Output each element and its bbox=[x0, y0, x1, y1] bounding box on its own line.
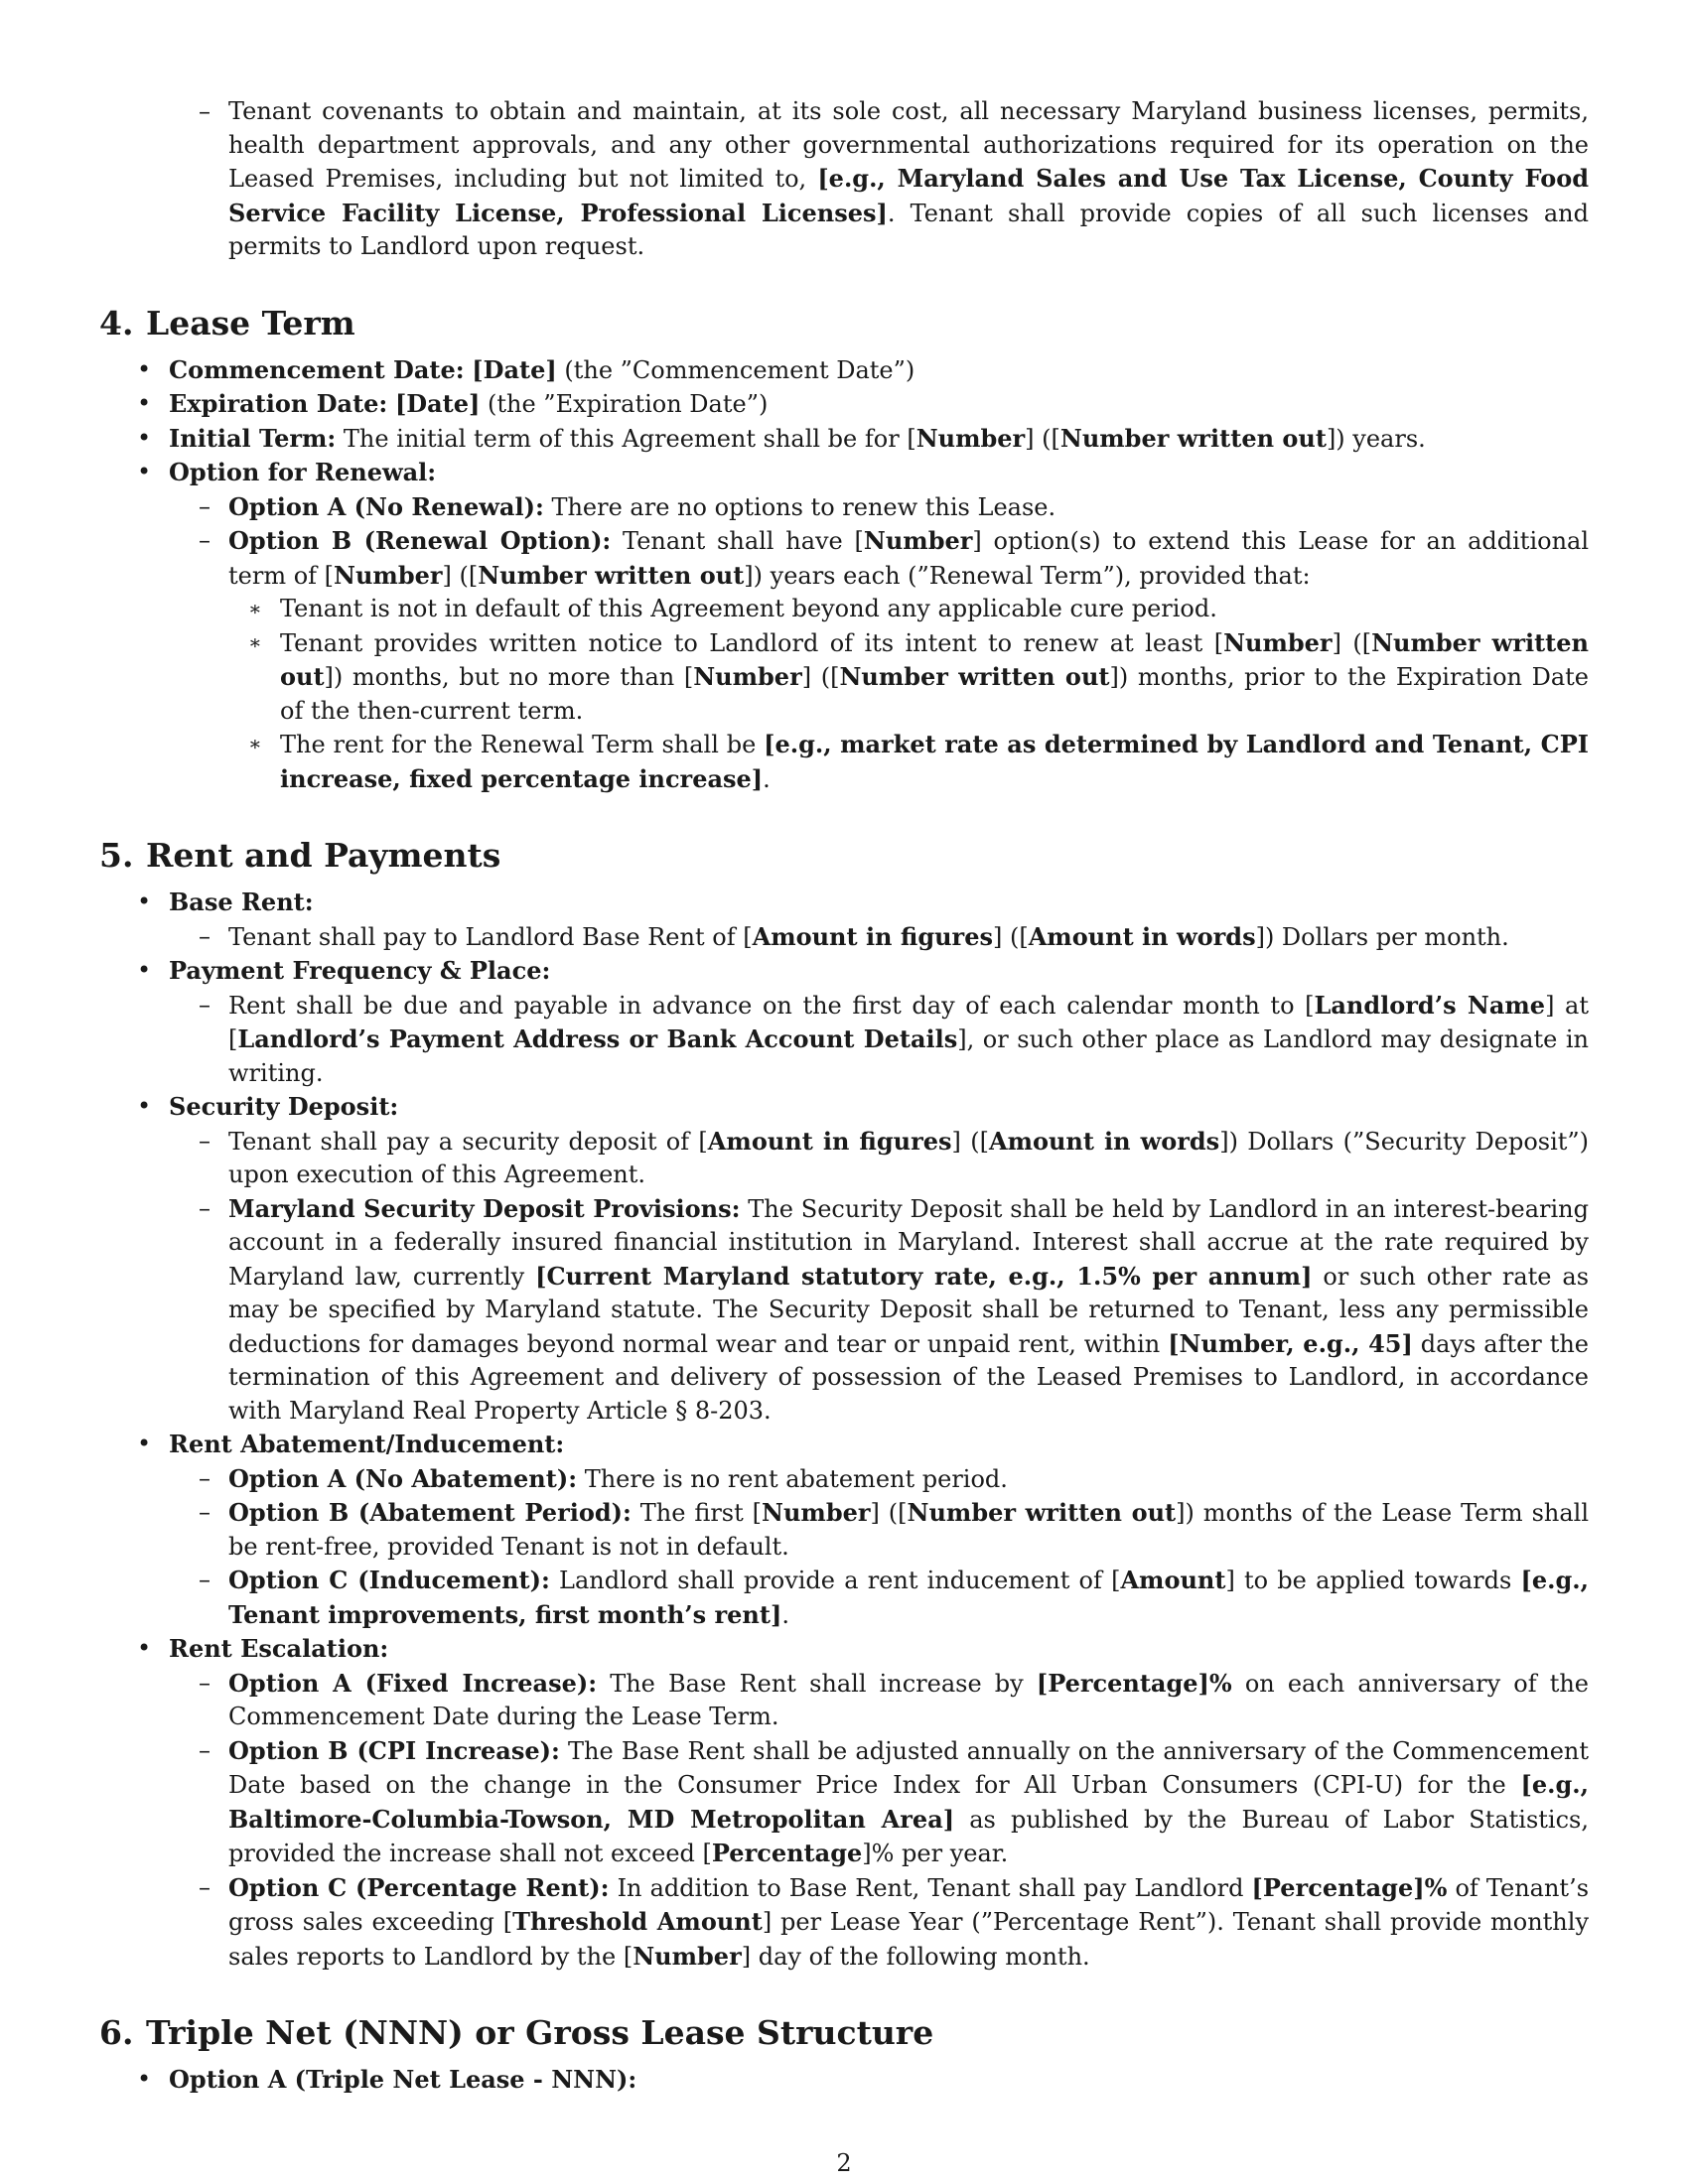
renewal-condition-notice: ∗ Tenant provides written notice to Landlord of its intent to renew at least [Number] ([Number written out]) months, but no more than [Number] ([Number written out]) months, prior to the Expiration Date of the then-current term. bbox=[248, 627, 1590, 725]
deposit-amount: – Tenant shall pay a security deposit of [Amount in figures] ([Amount in words]) Dollars (”Security Deposit”) upon execution of this Agreement. bbox=[199, 1126, 1590, 1188]
section-heading-lease-term: 4. Lease Term bbox=[99, 303, 355, 342]
deposit-maryland-provisions: – Maryland Security Deposit Provisions: The Security Deposit shall be held by Landlord in an interest-bearing account in a federally insured financial institution in Maryland. Interest shall accrue at the rate required by Maryland law, currently [Current Maryland statutory rate, e.g., 1.5% per annum] or such other rate as may be specified by Maryland statute. The Security Deposit shall be returned to Tenant, less any permissible deductions for damages beyond normal wear and tear or unpaid rent, within [Number, e.g., 45] days after the termination of this Agreement and delivery of possession of the Leased Premises to Landlord, in accordance with Maryland Real Property Article § 8-203. bbox=[199, 1193, 1590, 1425]
document-content bbox=[99, 95, 1589, 2098]
escalation-option-c: – Option C (Percentage Rent): In addition to Base Rent, Tenant shall pay Landlord [Percentage]% of Tenant’s gross sales exceeding [Threshold Amount] per Lease Year (”Percentage Rent”). Tenant shall provide monthly sales reports to Landlord by the [Number] day of the following month. bbox=[199, 1872, 1590, 1971]
page-number: 2 bbox=[836, 2149, 852, 2177]
page-title: Lease Term bbox=[146, 303, 355, 342]
abatement-option-a: – Option A (No Abatement): There is no rent abatement period. bbox=[99, 1462, 1589, 1497]
licenses-item: – Tenant covenants to obtain and maintain, at its sole cost, all necessary Maryland business licenses, permits, health department approvals, and any other governmental authorizations required for its operation on the Leased Premises, including but not limited to, [e.g., Maryland Sales and Use Tax License, County Food Service Facility License, Professional Licenses]. Tenant shall provide copies of all such licenses and permits to Landlord upon request. bbox=[199, 97, 1590, 260]
bullet-marker: • bbox=[137, 956, 152, 984]
renewal-condition-rent: ∗ The rent for the Renewal Term shall be [e.g., market rate as determined by Landlord and Tenant, CPI increase, fixed percentage increase]. bbox=[248, 730, 1590, 793]
renewal-condition-default: ∗ Tenant is not in default of this Agreement beyond any applicable cure period. bbox=[99, 593, 1589, 626]
bullet-marker: • bbox=[137, 1430, 152, 1457]
bullet-marker: • bbox=[137, 354, 152, 383]
escalation-option-b: – Option B (CPI Increase): The Base Rent shall be adjusted annually on the anniversary of the Commencement Date based on the change in the Consumer Price Index for All Urban Consumers (CPI-U) for the [e.g., Baltimore-Columbia-Towson, MD Metropolitan Area] as published by the Bureau of Labor Statistics, provided the increase shall not exceed [Percentage]% per year. bbox=[199, 1735, 1590, 1867]
lease-structure-list bbox=[99, 2063, 1589, 2098]
list-item-nnn: • Option A (Triple Net Lease - NNN): bbox=[99, 2063, 1589, 2098]
bullet-marker: • bbox=[137, 423, 152, 452]
list-item-payment: • Payment Frequency & Place: bbox=[99, 954, 1589, 989]
bullet-marker: • bbox=[137, 1092, 152, 1120]
list-item-renewal: • Option for Renewal: bbox=[99, 456, 1589, 490]
dash-marker: – bbox=[199, 921, 211, 950]
dash-marker: – bbox=[199, 1193, 211, 1222]
section-heading-rent: 5. Rent and Payments bbox=[99, 836, 501, 875]
star-marker: ∗ bbox=[248, 629, 262, 654]
dash-marker: – bbox=[199, 526, 211, 554]
base-rent-detail: – Tenant shall pay to Landlord Base Rent of [Amount in figures] ([Amount in words]) Dollars per month. bbox=[99, 920, 1589, 955]
list-item-base-rent: • Base Rent: bbox=[99, 886, 1589, 920]
dash-marker: – bbox=[199, 97, 211, 125]
bullet-marker: • bbox=[137, 458, 152, 485]
renewal-option-a: – Option A (No Renewal): There are no options to renew this Lease. bbox=[99, 490, 1589, 525]
dash-marker: – bbox=[199, 1566, 211, 1593]
rent-list bbox=[99, 886, 1589, 1974]
list-item-abatement: • Rent Abatement/Inducement: bbox=[99, 1428, 1589, 1462]
renewal-option-b: – Option B (Renewal Option): Tenant shall have [Number] option(s) to extend this Lease for an additional term of [Number] ([Number written out]) years each (”Renewal Term”), provided that: bbox=[199, 526, 1590, 590]
dash-marker: – bbox=[199, 990, 211, 1019]
abatement-option-b: – Option B (Abatement Period): The first [Number] ([Number written out]) months of the Lease Term shall be rent-free, provided Tenant is not in default. bbox=[199, 1498, 1590, 1561]
escalation-option-a: – Option A (Fixed Increase): The Base Rent shall increase by [Percentage]% on each anniversary of the Commencement Date during the Lease Term. bbox=[199, 1668, 1590, 1730]
abatement-option-c: – Option C (Inducement): Landlord shall provide a rent inducement of [Amount] to be applied towards [e.g., Tenant improvements, first month’s rent]. bbox=[199, 1566, 1590, 1629]
list-item-security-deposit: • Security Deposit: bbox=[99, 1090, 1589, 1125]
star-marker: ∗ bbox=[248, 732, 262, 755]
dash-marker: – bbox=[199, 491, 211, 520]
dash-marker: – bbox=[199, 1463, 211, 1492]
list-item-escalation: • Rent Escalation: bbox=[99, 1632, 1589, 1667]
dash-marker: – bbox=[199, 1735, 211, 1764]
lease-term-list bbox=[99, 353, 1589, 797]
list-item-commencement: • Commencement Date: [Date] (the ”Commencement Date”) bbox=[99, 353, 1589, 388]
star-marker: ∗ bbox=[248, 597, 262, 620]
section-heading-lease-structure: 6. Triple Net (NNN) or Gross Lease Structure bbox=[99, 2013, 934, 2052]
bullet-marker: • bbox=[137, 389, 152, 417]
bullet-marker: • bbox=[137, 2065, 152, 2093]
bullet-marker: • bbox=[137, 1634, 152, 1662]
dash-marker: – bbox=[199, 1668, 211, 1697]
dash-marker: – bbox=[199, 1872, 211, 1901]
list-item-expiration: • Expiration Date: [Date] (the ”Expiration Date”) bbox=[99, 387, 1589, 422]
list-item-initial-term: • Initial Term: The initial term of this Agreement shall be for [Number] ([Number written out]) years. bbox=[99, 422, 1589, 457]
dash-marker: – bbox=[199, 1498, 211, 1526]
bullet-marker: • bbox=[137, 887, 152, 915]
dash-marker: – bbox=[199, 1126, 211, 1155]
payment-detail: – Rent shall be due and payable in advance on the first day of each calendar month to [Landlord’s Name] at [Landlord’s Payment Address or Bank Account Details], or such other place as Landlord may designate in writing. bbox=[199, 990, 1589, 1087]
